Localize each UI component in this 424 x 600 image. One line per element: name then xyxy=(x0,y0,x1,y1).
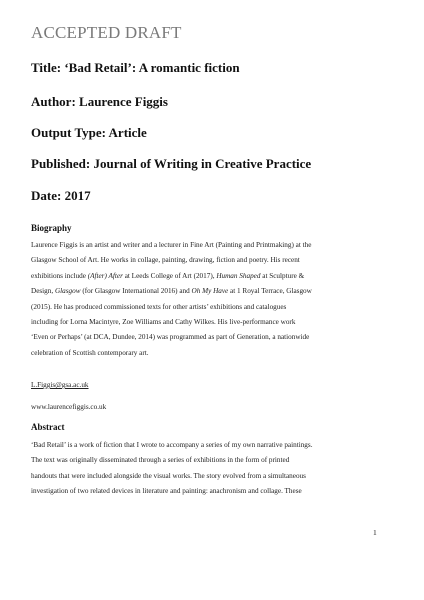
abstract-line: handouts that were included alongside the visual works. The story evolved from a simultaneous xyxy=(31,471,306,480)
biography-paragraph xyxy=(31,238,395,361)
biography-heading: Biography xyxy=(31,223,72,233)
output-type-line: Output Type: Article xyxy=(31,125,147,140)
page-number: 1 xyxy=(373,528,377,537)
biography-line: exhibitions include (After) After at Leeds College of Art (2017), Human Shaped at Sculpture & xyxy=(31,271,305,280)
date-line: Date: 2017 xyxy=(31,188,91,203)
biography-line: ‘Even or Perhaps’ (at DCA, Dundee, 2014) was programmed as part of Generation, a nationwide xyxy=(31,333,310,342)
biography-line: Laurence Figgis is an artist and writer and a lecturer in Fine Art (Painting and Printmaking) at the xyxy=(31,241,312,249)
abstract-line: investigation of two related devices in literature and painting: anachronism and collage. These xyxy=(31,487,302,496)
website-text: www.laurencefiggis.co.uk xyxy=(31,403,107,411)
biography-line: (2015). He has produced commissioned texts for other artists’ exhibitions and catalogues xyxy=(31,302,287,311)
biography-line: Design, Glasgow (for Glasgow International 2016) and Oh My Have at 1 Royal Terrace, Glasgow xyxy=(31,287,312,296)
abstract-heading: Abstract xyxy=(31,422,65,432)
biography-line: celebration of Scottish contemporary art. xyxy=(31,348,149,357)
biography-line: Glasgow School of Art. He works in collage, painting, drawing, fiction and poetry. His recent xyxy=(31,256,300,265)
biography-line: including for Lorna Macintyre, Zoe Williams and Cathy Wilkes. His live-performance work xyxy=(31,318,296,327)
email-link[interactable]: L.Figgis@gsa.ac.uk xyxy=(31,381,89,389)
abstract-line: The text was originally disseminated through a series of exhibitions in the form of printed xyxy=(31,456,290,465)
title-line: Title: ‘Bad Retail’: A romantic fiction xyxy=(31,60,240,75)
abstract-paragraph xyxy=(31,438,395,500)
published-line: Published: Journal of Writing in Creative Practice xyxy=(31,156,312,171)
abstract-line: ‘Bad Retail’ is a work of fiction that I wrote to accompany a series of my own narrative paintings. xyxy=(31,441,313,449)
accepted-draft-label: ACCEPTED DRAFT xyxy=(31,23,182,42)
author-line: Author: Laurence Figgis xyxy=(31,94,168,109)
